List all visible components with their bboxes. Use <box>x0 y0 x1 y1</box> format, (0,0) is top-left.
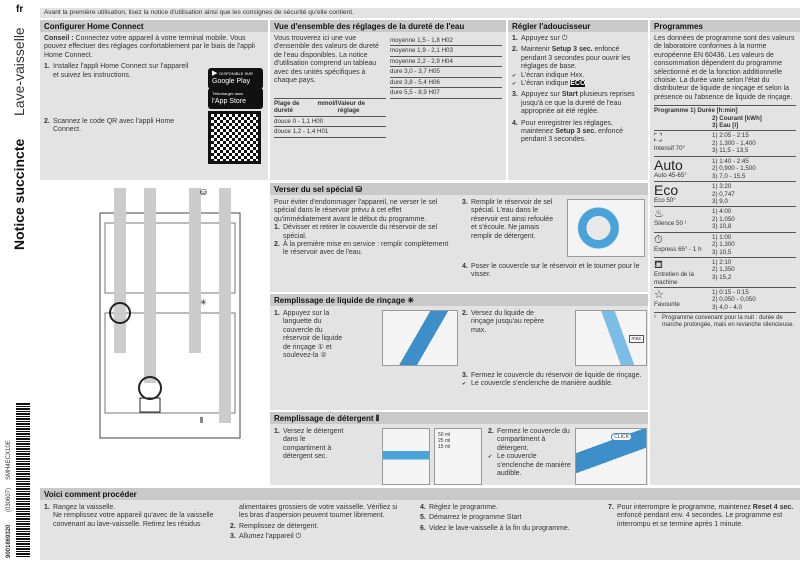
step: 2. Versez du liquide de rinçage jusqu'au repère max. <box>462 310 544 334</box>
barcode-number: 9001869320 <box>6 524 12 558</box>
step: 1. Appuyez sur la languette du couvercle du réservoir de liquide de rinçage ① et soulevez-la ② <box>274 310 343 359</box>
programme-name: Favourite <box>654 301 680 309</box>
doc-code: (030607) <box>6 487 12 512</box>
section-title: Remplissage de détergent ⫴ <box>270 412 648 424</box>
programme-row: ☆ Favourite 1) 0:15 - 0:15 2) 0,050 - 0,050 3) 4,0 - 4,0 <box>654 287 796 312</box>
footnote: ¹ Programme convenant pour la nuit : durée de marche prolongée, mais en revanche silencieuse. <box>654 315 795 329</box>
favourite-icon: ☆ <box>654 288 664 301</box>
step: 2. Maintenir Setup 3 sec. enfoncé pendant 3 secondes pour ouvrir les réglages de base. <box>512 46 631 71</box>
dishwasher-illustration <box>40 183 268 485</box>
detergent-icon: ⫴ <box>200 416 204 425</box>
step: 4. Poser le couvercle sur le réservoir et le tourner pour le visser. <box>462 263 640 279</box>
dishwasher-drawing <box>40 183 268 485</box>
machine-care-icon: ⛾ <box>654 259 663 271</box>
section-title: Voici comment procéder <box>40 488 800 500</box>
express-icon: ⏱ <box>654 233 663 246</box>
result: ✔ Le couvercle s'enclenche de manière audible. <box>462 380 646 388</box>
programmes-section <box>650 20 800 485</box>
programme-row: ♨ Silence 50 ¹ 1) 4:00 2) 1,050 3) 10,8 <box>654 207 796 232</box>
detergent-icon: ⫴ <box>375 414 380 423</box>
section-title: Vue d'ensemble des réglages de la dureté de l'eau <box>270 20 506 32</box>
step: 1. Appuyez sur ⏻ <box>512 35 568 42</box>
procedure-steps-a: 1. Rangez la vaisselle. Ne remplissez votre appareil qu'avec de la vaisselle convenant au lave-vaisselle. Retirez les résidus alimentaires grossiers de votre vaisselle. Vérifiez si les bras d'aspersion peuvent tourner librement. 2. Remplissez de détergent. 3. Allumez l'appareil ⏻ <box>44 504 398 541</box>
google-play-badge[interactable]: ▶ DISPONIBLE SUR Google Play <box>208 68 263 92</box>
app-store-badge[interactable]: Télécharger dans l'App Store <box>208 88 263 112</box>
procedure-section <box>40 488 800 560</box>
tip-label: Conseil : <box>44 35 74 42</box>
detergent-pour-image <box>382 428 430 485</box>
language-code: fr <box>16 4 24 15</box>
salt-fill-image <box>567 199 645 257</box>
programme-name: Silence 50 ¹ <box>654 220 687 228</box>
programme-symbol: Auto <box>654 156 683 173</box>
hardness-table-right: moyenne 1,5 - 1,8 H02 moyenne 1,9 - 2,1 H03 moyenne 2,2 - 2,9 H04 dure 3,0 - 3,7 H05 dure 3,8 - 5,4 H06 dure 5,5 - 8,9 H07 <box>390 36 502 99</box>
programme-name: Express 65° - 1 h <box>654 245 702 253</box>
intensive-icon: ⛶ <box>654 132 662 145</box>
result: ✔ L'écran indique Hxx. <box>512 72 644 80</box>
rinse-aid-icon: ✳ <box>407 296 415 305</box>
programme-row: Auto Auto 45-65° 1) 1:40 - 2:45 2) 0,900 - 1,500 3) 7,0 - 15,5 <box>654 156 796 181</box>
document-title: Notice succincte <box>11 138 27 250</box>
rinse-aid-section <box>270 294 648 410</box>
step: 3. Remplir le réservoir de sel spécial. L'eau dans le réservoir est ainsi refoulée et s'écoule. Ne jamais remplir de détergent. <box>462 199 554 240</box>
programme-row: ⛾ Entretien de la machine 1) 2:10 2) 1,350 3) 15,2 <box>654 258 796 288</box>
step: 1. Dévisser et retirer le couvercle du réservoir de sel spécial. <box>274 224 438 240</box>
programme-name: Eco 50° <box>654 197 676 205</box>
intro-text: Les données de programme sont des valeurs de laboratoire conformes à la norme européenne EN 60436. Les valeurs de consommation dépendent du programme sélectionné et de la fonction additionnelle choisie. La durée varie selon l'état du distributeur de liquide de rinçage et selon la présence ou l'absence de liquide de rinçage. <box>654 35 795 101</box>
section-title: Régler l'adoucisseur <box>508 20 648 32</box>
rinse-open-image <box>382 310 458 366</box>
programme-row: ⏱ Express 65° - 1 h 1) 1:00 2) 1,300 3) 10,5 <box>654 232 796 257</box>
hardness-table-left: Plage de dureté mmol/l Valeur de réglage douce 0 - 1,1 H00 douce 1,2 - 1,4 H01 <box>274 98 386 138</box>
detergent-close-image <box>575 428 647 485</box>
section-title: Programmes <box>650 20 800 32</box>
procedure-steps-b: 4. Réglez le programme. 5. Démarrez le programme Start 6. Videz le lave-vaisselle à la fin du programme. <box>420 504 570 532</box>
section-title: Remplissage de liquide de rinçage ✳ <box>270 294 648 306</box>
procedure-step-7: 7. Pour interrompre le programme, maintenez Reset 4 sec. enfoncé pendant env. 4 secondes. Le programme est interrompu et se termine après 1 minute. <box>608 504 794 528</box>
silence-icon: ♨ <box>654 208 664 221</box>
step: 1. Installez l'appli Home Connect sur l'appareil et suivez les instructions. <box>44 63 189 79</box>
step: 2. Fermez le couvercle du compartiment à détergent. <box>488 428 570 452</box>
programme-row: ⛶ Intensif 70° 1) 2:05 - 2:15 2) 1,300 - 1,400 3) 11,5 - 13,5 <box>654 131 796 156</box>
programme-name: Intensif 70° <box>654 144 686 152</box>
detergent-section <box>270 412 648 485</box>
product-type: Lave-vaisselle <box>11 27 27 116</box>
result: ✔ Le couvercle s'enclenche de manière audible. <box>488 453 573 478</box>
click-label: CLICK <box>611 433 632 441</box>
programme-symbol: Eco <box>654 182 679 199</box>
model-number: SMH4ECX10E <box>6 440 12 480</box>
side-strip <box>0 0 38 567</box>
barcode <box>16 402 30 557</box>
section-title: Configurer Home Connect <box>40 20 268 32</box>
setup-key: Setup 3 sec. <box>551 46 593 54</box>
intro-text: Pour éviter d'endommager l'appareil, ne verser le sel spécial dans le réservoir prévu à cet effet qu'immédiatement avant le début du programme. <box>274 199 438 223</box>
step: 1. Versez le détergent dans le compartiment à détergent sec. <box>274 428 344 461</box>
tip-text: Connectez votre appareil à votre terminal mobile. Vous pouvez effectuer des réglages confortablement par le biais de l'appli Home Connect. <box>44 35 255 59</box>
programme-row: Eco Eco 50° 1) 3:20 2) 0,747 3) 9,0 <box>654 182 796 207</box>
home-connect-section <box>40 20 268 180</box>
programme-name: Auto 45-65° <box>654 171 687 179</box>
programme-name: Entretien de la machine <box>654 271 694 286</box>
salt-icon: ⛁ <box>355 185 363 194</box>
section-title: Verser du sel spécial ⛁ <box>270 183 648 195</box>
programmes-table: Programme 1) Durée [h:min] 2) Courant [kWh] 3) Eau [l] ⛶ Intensif 70° 1) 2:05 - 2:15 2) 1,300 - 1,400 3) 11,5 - 13,5 Auto Auto 45-65° 1) 1:40 - 2:45 2) 0,900 - 1,500 3) 7,0 - 15,5 Eco Eco 50° 1) 3:20 2) 0,747 3) 9,0 ♨ Silence 50 ¹ 1) 4:00 2) 1,050 3) 10,8 ⏱ Express 65° - 1 h 1) 1:00 2) 1,300 3) 10,5 ⛾ Entretien de la machine 1) 2:10 2) 1,350 3) 15,2 ☆ Favourite 1) 0:15 - 0:15 2) 0,050 - 0,050 3) 4,0 - 4,0 <box>654 105 796 313</box>
rinse-aid-icon: ✳ <box>200 298 207 307</box>
qr-code <box>208 111 261 164</box>
step: 4. Pour enregistrer les réglages, maintenez Setup 3 sec. enfoncé pendant 3 secondes. <box>512 119 623 144</box>
detergent-dose-image: 50 ml 25 ml 15 ml <box>434 428 482 485</box>
max-label: max <box>629 335 644 343</box>
intro-text: Vous trouverez ici une vue d'ensemble des valeurs de dureté de l'eau disponibles. La notice d'utilisation comprend un tableau avec des unités spécifiques à chaque pays. <box>274 35 379 84</box>
salt-icon: ⛁ <box>200 188 207 197</box>
step: 2. À la première mise en service : remplir complètement le réservoir avec de l'eau. <box>274 240 449 257</box>
softener-section <box>508 20 648 180</box>
step: 2. Scannez le code QR avec l'appli Home Connect. <box>44 117 175 134</box>
rinse-fill-image <box>575 310 647 366</box>
step: 3. Fermez le couvercle du réservoir de liquide de rinçage. <box>462 372 642 379</box>
salt-section <box>270 183 648 292</box>
step: 3. Appuyez sur Start plusieurs reprises jusqu'à ce que la dureté de l'eau appropriée ait été réglée. <box>512 91 635 116</box>
water-hardness-section <box>270 20 506 180</box>
result: ✔ L'écran indique ECO <box>512 80 644 88</box>
safety-banner: Avant la première utilisation, lisez la notice d'utilisation ainsi que les consignes de sécurité qu'elle contient. <box>40 8 800 18</box>
